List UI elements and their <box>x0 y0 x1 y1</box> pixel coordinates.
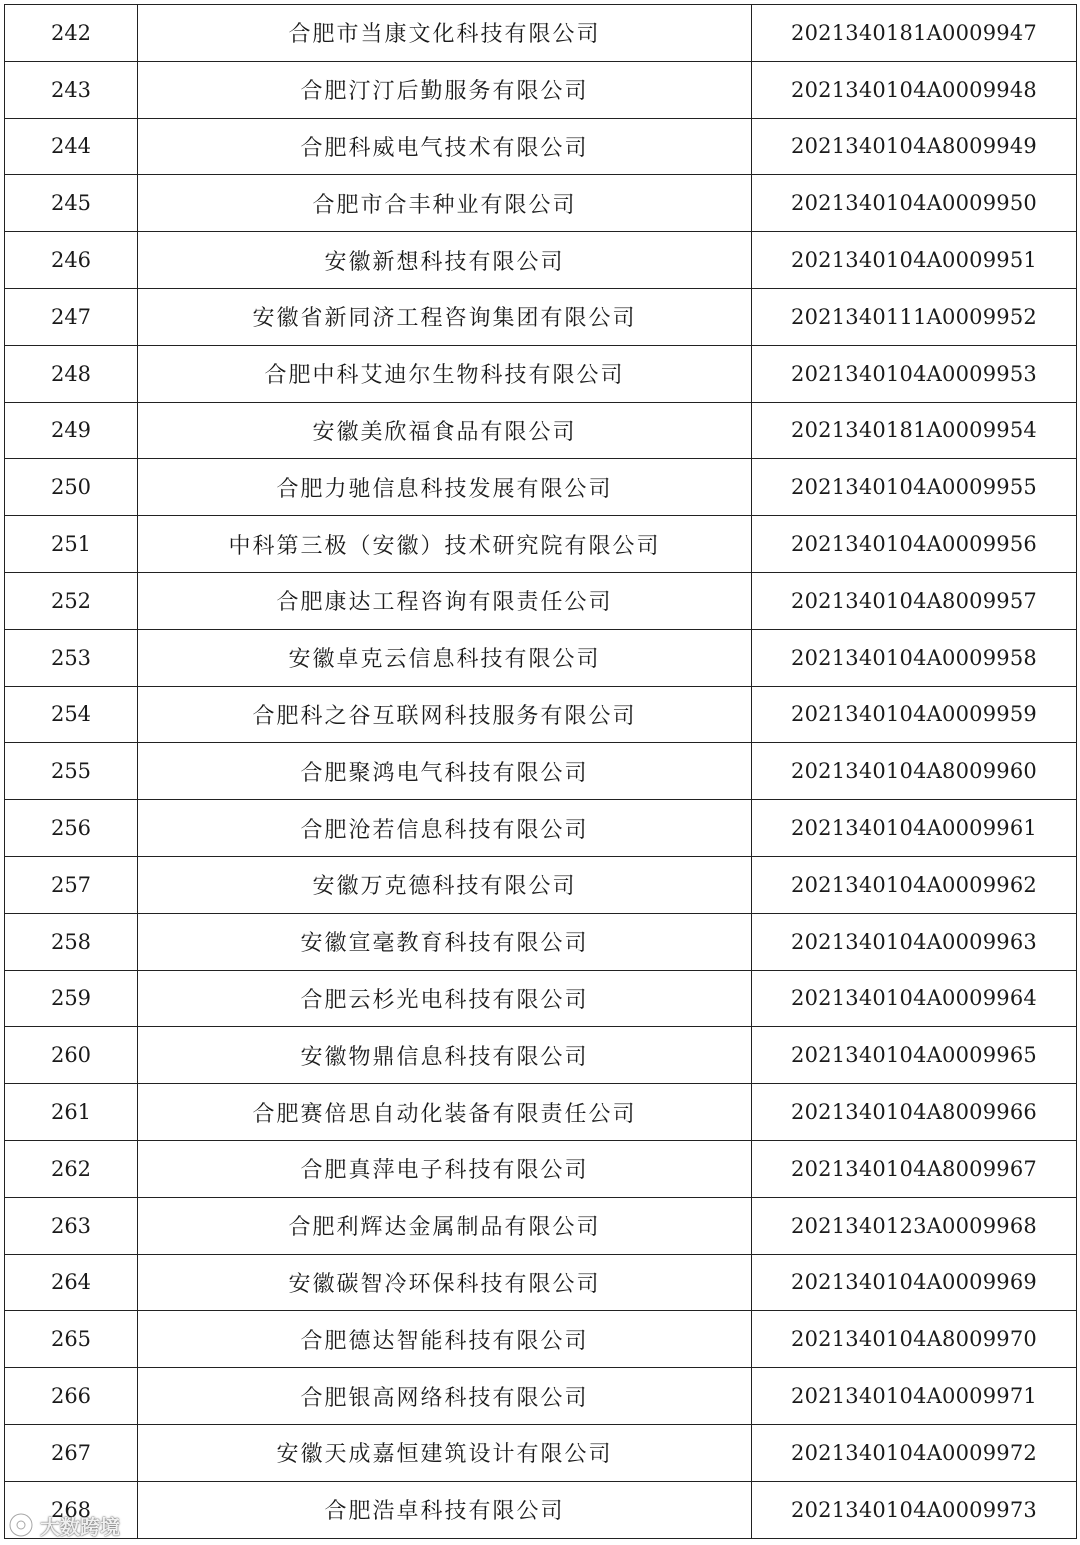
row-number-cell: 255 <box>5 743 138 800</box>
company-name-cell: 合肥沧若信息科技有限公司 <box>138 800 752 857</box>
row-number-cell: 262 <box>5 1140 138 1197</box>
table-row <box>5 1311 1077 1368</box>
row-number-cell: 253 <box>5 629 138 686</box>
table-row <box>5 572 1077 629</box>
registration-code-cell: 2021340104A0009953 <box>752 345 1077 402</box>
company-name-cell: 合肥赛倍思自动化装备有限责任公司 <box>138 1084 752 1141</box>
company-name-cell: 合肥浩卓科技有限公司 <box>138 1481 752 1538</box>
table-row <box>5 232 1077 289</box>
row-number-cell: 254 <box>5 686 138 743</box>
registration-code-cell: 2021340104A0009959 <box>752 686 1077 743</box>
company-name-cell: 合肥利辉达金属制品有限公司 <box>138 1197 752 1254</box>
company-name-cell: 合肥银高网络科技有限公司 <box>138 1368 752 1425</box>
row-number-cell: 263 <box>5 1197 138 1254</box>
company-name-cell: 合肥康达工程咨询有限责任公司 <box>138 572 752 629</box>
table-row <box>5 459 1077 516</box>
row-number-cell: 266 <box>5 1368 138 1425</box>
registration-code-cell: 2021340181A0009954 <box>752 402 1077 459</box>
table-row <box>5 629 1077 686</box>
table-row <box>5 1254 1077 1311</box>
registration-code-cell: 2021340104A0009962 <box>752 856 1077 913</box>
row-number-cell: 256 <box>5 800 138 857</box>
table-row <box>5 118 1077 175</box>
row-number-cell: 242 <box>5 5 138 62</box>
row-number-cell: 251 <box>5 516 138 573</box>
table-row <box>5 800 1077 857</box>
company-name-cell: 合肥科之谷互联网科技服务有限公司 <box>138 686 752 743</box>
table-body <box>5 5 1077 1539</box>
row-number-cell: 245 <box>5 175 138 232</box>
registration-code-cell: 2021340104A8009949 <box>752 118 1077 175</box>
company-registry-table <box>4 4 1077 1539</box>
watermark-logo-icon <box>6 1510 36 1540</box>
table-row <box>5 686 1077 743</box>
table-row <box>5 516 1077 573</box>
company-name-cell: 安徽省新同济工程咨询集团有限公司 <box>138 288 752 345</box>
registration-code-cell: 2021340104A0009950 <box>752 175 1077 232</box>
company-name-cell: 合肥市当康文化科技有限公司 <box>138 5 752 62</box>
registration-code-cell: 2021340104A8009960 <box>752 743 1077 800</box>
registration-code-cell: 2021340104A8009967 <box>752 1140 1077 1197</box>
table-row <box>5 1140 1077 1197</box>
table-row <box>5 175 1077 232</box>
company-name-cell: 合肥云杉光电科技有限公司 <box>138 970 752 1027</box>
row-number-cell: 247 <box>5 288 138 345</box>
company-name-cell: 合肥真萍电子科技有限公司 <box>138 1140 752 1197</box>
table-row <box>5 1084 1077 1141</box>
row-number-cell: 252 <box>5 572 138 629</box>
registration-code-cell: 2021340181A0009947 <box>752 5 1077 62</box>
company-name-cell: 安徽新想科技有限公司 <box>138 232 752 289</box>
registration-code-cell: 2021340104A0009956 <box>752 516 1077 573</box>
registration-code-cell: 2021340104A0009965 <box>752 1027 1077 1084</box>
company-name-cell: 合肥中科艾迪尔生物科技有限公司 <box>138 345 752 402</box>
row-number-cell: 259 <box>5 970 138 1027</box>
table-row <box>5 1424 1077 1481</box>
table-row <box>5 1027 1077 1084</box>
registration-code-cell: 2021340104A0009958 <box>752 629 1077 686</box>
registration-code-cell: 2021340104A8009957 <box>752 572 1077 629</box>
company-name-cell: 合肥力驰信息科技发展有限公司 <box>138 459 752 516</box>
registration-code-cell: 2021340111A0009952 <box>752 288 1077 345</box>
registration-code-cell: 2021340104A0009948 <box>752 61 1077 118</box>
registration-code-cell: 2021340104A0009961 <box>752 800 1077 857</box>
company-name-cell: 安徽碳智冷环保科技有限公司 <box>138 1254 752 1311</box>
table-row <box>5 288 1077 345</box>
row-number-cell: 244 <box>5 118 138 175</box>
table-row <box>5 856 1077 913</box>
table-row <box>5 1197 1077 1254</box>
registration-code-cell: 2021340104A8009966 <box>752 1084 1077 1141</box>
row-number-cell: 250 <box>5 459 138 516</box>
row-number-cell: 268 <box>5 1481 138 1538</box>
company-name-cell: 安徽物鼎信息科技有限公司 <box>138 1027 752 1084</box>
registration-code-cell: 2021340104A8009970 <box>752 1311 1077 1368</box>
company-name-cell: 安徽天成嘉恒建筑设计有限公司 <box>138 1424 752 1481</box>
row-number-cell: 264 <box>5 1254 138 1311</box>
registration-code-cell: 2021340123A0009968 <box>752 1197 1077 1254</box>
table-row <box>5 61 1077 118</box>
registration-code-cell: 2021340104A0009971 <box>752 1368 1077 1425</box>
row-number-cell: 260 <box>5 1027 138 1084</box>
registration-code-cell: 2021340104A0009964 <box>752 970 1077 1027</box>
row-number-cell: 243 <box>5 61 138 118</box>
registration-code-cell: 2021340104A0009963 <box>752 913 1077 970</box>
registration-code-cell: 2021340104A0009955 <box>752 459 1077 516</box>
company-name-cell: 合肥德达智能科技有限公司 <box>138 1311 752 1368</box>
company-registry-table-container <box>4 4 1077 1539</box>
company-name-cell: 安徽宣毫教育科技有限公司 <box>138 913 752 970</box>
table-row <box>5 1481 1077 1538</box>
table-row <box>5 402 1077 459</box>
watermark-text: 大数跨境 <box>40 1514 120 1539</box>
registration-code-cell: 2021340104A0009969 <box>752 1254 1077 1311</box>
company-name-cell: 合肥聚鸿电气科技有限公司 <box>138 743 752 800</box>
registration-code-cell: 2021340104A0009972 <box>752 1424 1077 1481</box>
row-number-cell: 265 <box>5 1311 138 1368</box>
company-name-cell: 安徽美欣福食品有限公司 <box>138 402 752 459</box>
registration-code-cell: 2021340104A0009973 <box>752 1481 1077 1538</box>
company-name-cell: 合肥汀汀后勤服务有限公司 <box>138 61 752 118</box>
row-number-cell: 261 <box>5 1084 138 1141</box>
table-row <box>5 743 1077 800</box>
row-number-cell: 258 <box>5 913 138 970</box>
table-row <box>5 970 1077 1027</box>
company-name-cell: 合肥科威电气技术有限公司 <box>138 118 752 175</box>
table-row <box>5 5 1077 62</box>
company-name-cell: 安徽卓克云信息科技有限公司 <box>138 629 752 686</box>
table-row <box>5 345 1077 402</box>
registration-code-cell: 2021340104A0009951 <box>752 232 1077 289</box>
row-number-cell: 249 <box>5 402 138 459</box>
table-row <box>5 1368 1077 1425</box>
company-name-cell: 中科第三极（安徽）技术研究院有限公司 <box>138 516 752 573</box>
table-row <box>5 913 1077 970</box>
watermark <box>6 1508 120 1542</box>
row-number-cell: 267 <box>5 1424 138 1481</box>
company-name-cell: 合肥市合丰种业有限公司 <box>138 175 752 232</box>
row-number-cell: 246 <box>5 232 138 289</box>
row-number-cell: 248 <box>5 345 138 402</box>
row-number-cell: 257 <box>5 856 138 913</box>
company-name-cell: 安徽万克德科技有限公司 <box>138 856 752 913</box>
